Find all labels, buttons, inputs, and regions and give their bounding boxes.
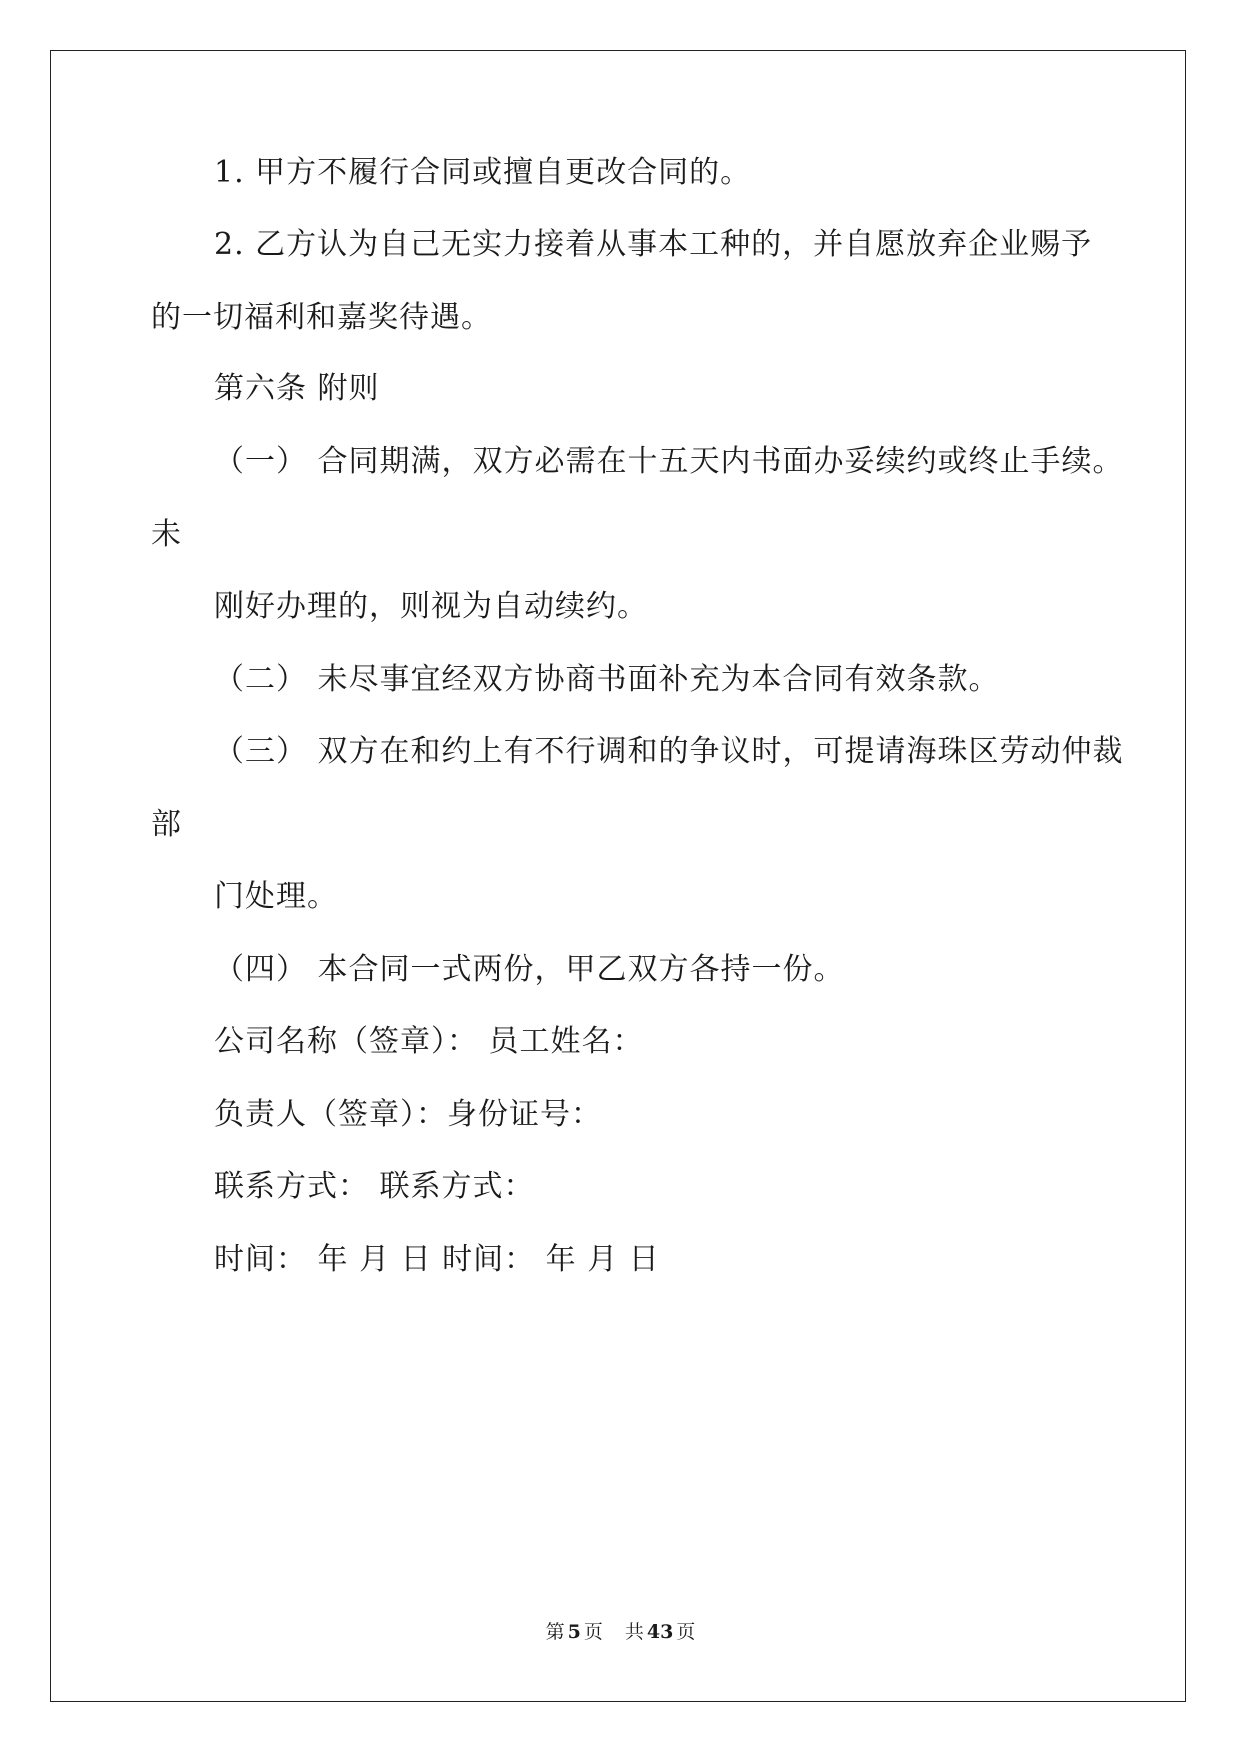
supplementary-item-3-wrap: 部 <box>151 807 182 842</box>
page-border <box>50 50 1186 1702</box>
article-six-heading: 第六条 附则 <box>214 371 380 406</box>
supplementary-item-1-wrap: 未 <box>151 517 182 552</box>
total-page-count: 43 <box>646 1621 674 1643</box>
footer-total-suffix: 页 <box>676 1621 696 1643</box>
supplementary-item-4: （四） 本合同一式两份，甲乙双方各持一份。 <box>214 952 845 987</box>
page-footer <box>0 1620 1241 1644</box>
signature-date-line: 时间： 年 月 日 时间： 年 月 日 <box>214 1242 660 1277</box>
signature-contact-line: 联系方式： 联系方式： <box>214 1169 535 1204</box>
signature-company-line: 公司名称（签章）： 员工姓名： <box>214 1024 644 1059</box>
footer-prefix: 第 <box>545 1621 565 1643</box>
footer-page-suffix: 页 <box>583 1621 603 1643</box>
supplementary-item-1-continued: 刚好办理的，则视为自动续约。 <box>214 589 648 624</box>
current-page-number: 5 <box>567 1621 581 1643</box>
footer-total-prefix: 共 <box>624 1621 644 1643</box>
supplementary-item-2: （二） 未尽事宜经双方协商书面补充为本合同有效条款。 <box>214 662 1000 697</box>
signature-representative-line: 负责人（签章）：身份证号： <box>214 1097 602 1132</box>
clause-item-2-continued: 的一切福利和嘉奖待遇。 <box>151 300 492 335</box>
supplementary-item-1: （一） 合同期满，双方必需在十五天内书面办妥续约或终止手续。 <box>214 444 1124 479</box>
clause-item-2: 2. 乙方认为自己无实力接着从事本工种的，并自愿放弃企业赐予 <box>214 227 1093 262</box>
supplementary-item-3-continued: 门处理。 <box>214 879 338 914</box>
supplementary-item-3: （三） 双方在和约上有不行调和的争议时，可提请海珠区劳动仲裁 <box>214 734 1124 769</box>
clause-item-1: 1. 甲方不履行合同或擅自更改合同的。 <box>214 155 752 190</box>
